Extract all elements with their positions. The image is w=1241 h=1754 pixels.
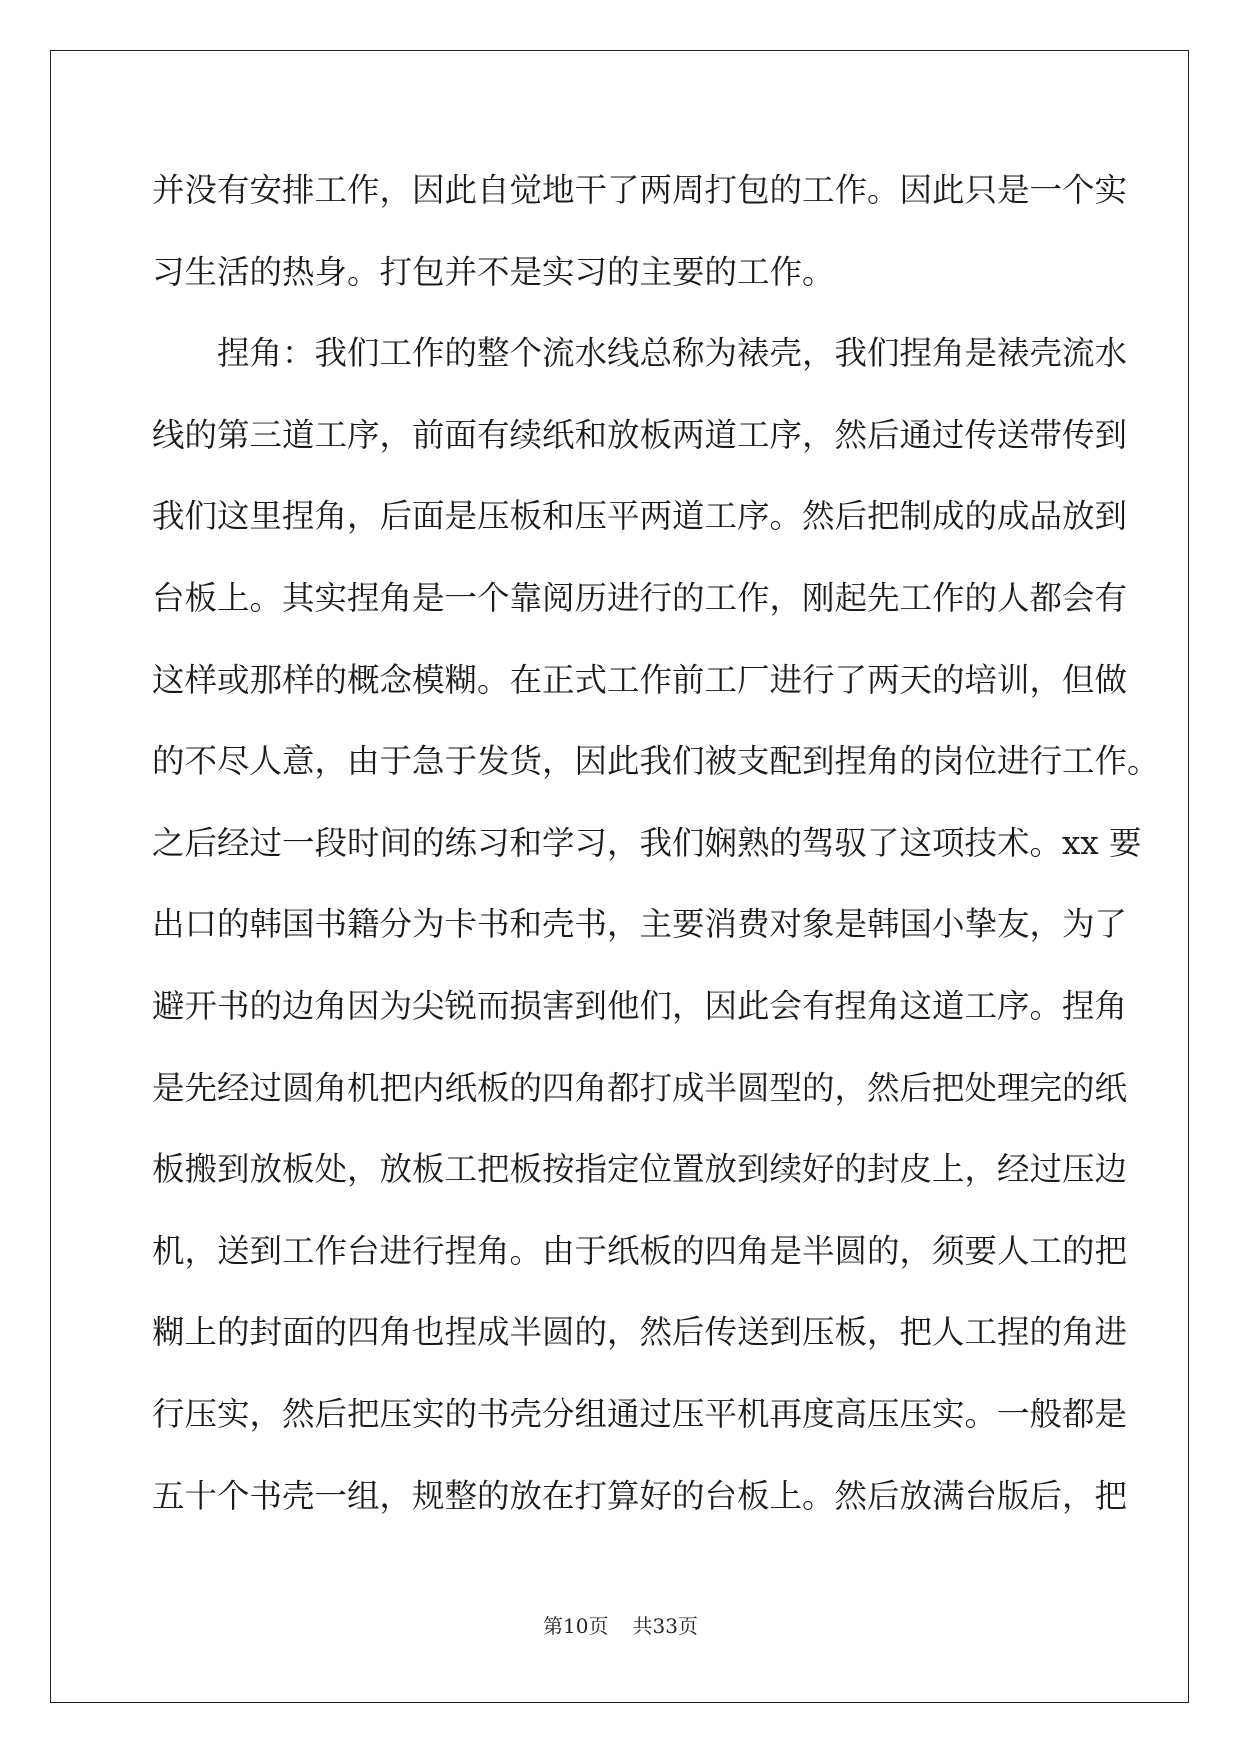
page-total: 共33页 <box>632 1614 698 1638</box>
page-number: 第10页 <box>543 1614 609 1638</box>
text-line: 这样或那样的概念模糊。在正式工作前工厂进行了两天的培训，但做 <box>152 660 1128 699</box>
text-line: 避开书的边角因为尖锐而损害到他们，因此会有捏角这道工序。捏角 <box>152 986 1128 1025</box>
text-line: 捏角：我们工作的整个流水线总称为裱壳，我们捏角是裱壳流水 <box>217 334 1128 373</box>
text-line: 是先经过圆角机把内纸板的四角都打成半圆型的，然后把处理完的纸 <box>152 1068 1128 1107</box>
text-line: 并没有安排工作，因此自觉地干了两周打包的工作。因此只是一个实 <box>152 171 1128 209</box>
text-line: 之后经过一段时间的练习和学习，我们娴熟的驾驭了这项技术。xx 要 <box>152 823 1142 862</box>
text-line: 习生活的热身。打包并不是实习的主要的工作。 <box>152 252 835 291</box>
text-line: 五十个书壳一组，规整的放在打算好的台板上。然后放满台版后，把 <box>152 1476 1128 1515</box>
text-line: 机，送到工作台进行捏角。由于纸板的四角是半圆的，须要人工的把 <box>152 1231 1128 1270</box>
page-footer <box>0 1610 1241 1639</box>
text-line: 糊上的封面的四角也捏成半圆的，然后传送到压板，把人工捏的角进 <box>152 1313 1128 1352</box>
text-line: 我们这里捏角，后面是压板和压平两道工序。然后把制成的成品放到 <box>152 497 1128 536</box>
document-body <box>152 164 1160 1551</box>
text-line: 行压实，然后把压实的书壳分组通过压平机再度高压压实。一般都是 <box>152 1394 1128 1433</box>
text-line: 的不尽人意，由于急于发货，因此我们被支配到捏角的岗位进行工作。 <box>152 742 1160 781</box>
text-line: 线的第三道工序，前面有续纸和放板两道工序，然后通过传送带传到 <box>152 415 1128 454</box>
text-line: 板搬到放板处，放板工把板按指定位置放到续好的封皮上，经过压边 <box>152 1150 1128 1189</box>
text-line: 台板上。其实捏角是一个靠阅历进行的工作，刚起先工作的人都会有 <box>152 578 1128 617</box>
text-line: 出口的韩国书籍分为卡书和壳书，主要消费对象是韩国小挚友，为了 <box>152 905 1128 944</box>
